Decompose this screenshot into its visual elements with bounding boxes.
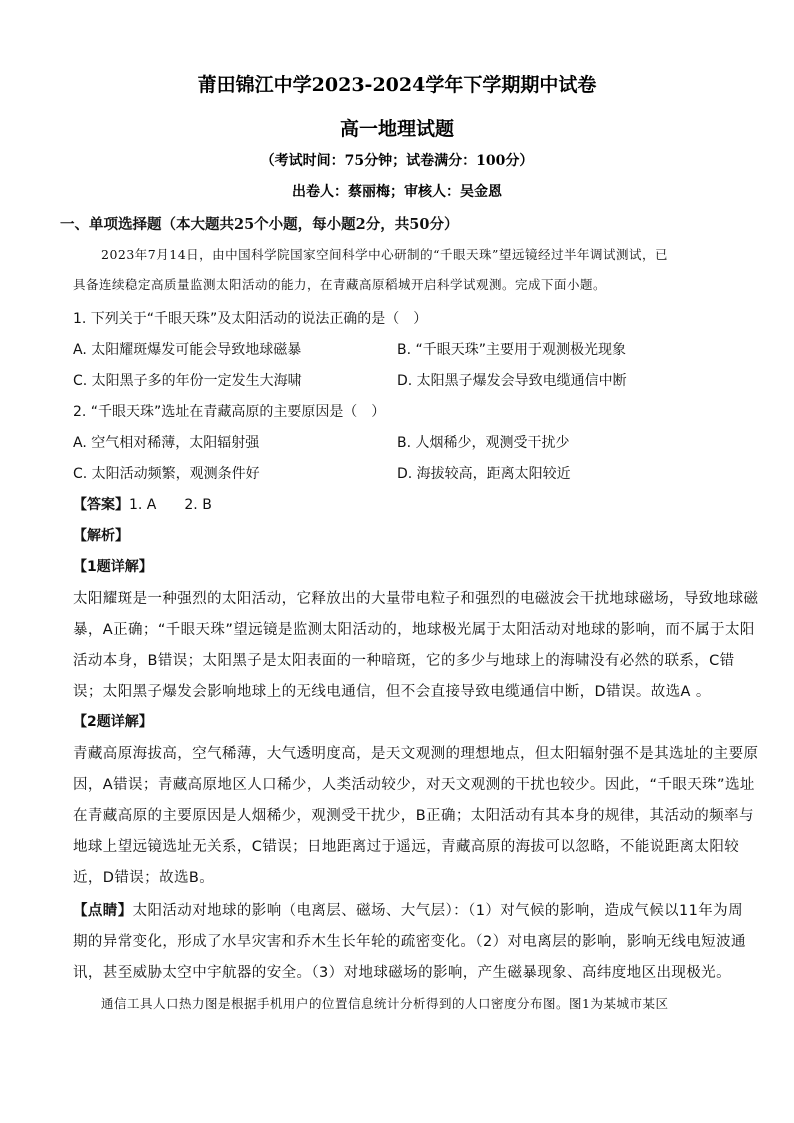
detail-1-label: 【1题详解】 xyxy=(73,559,153,575)
detail-2-line: 因，A错误；青藏高原地区人口稀少，人类活动较少，对天文观测的干扰也较少。因此，“千眼天珠”选址 xyxy=(73,777,755,793)
question-2-option-d[interactable]: D. 海拔较高，距离太阳较近 xyxy=(397,466,571,482)
detail-2-line: 青藏高原海拔高，空气稀薄，大气透明度高，是天文观测的理想地点，但太阳辐射强不是其选址的主要原 xyxy=(73,746,759,762)
exam-info: （考试时间：75分钟；试卷满分：100分） xyxy=(260,153,534,169)
passage-line-2: 具备连续稳定高质量监测太阳活动的能力，在青藏高原稻城开启科学试观测。完成下面小题。 xyxy=(73,277,607,292)
tip-line: 太阳活动对地球的影响（电离层、磁场、大气层）：（1）对气候的影响，造成气候以11年为周 xyxy=(132,903,743,919)
detail-1-line: 暴，A正确；“千眼天珠”望远镜是监测太阳活动的，地球极光属于太阳活动对地球的影响，而不属于太阳 xyxy=(73,622,755,638)
exam-title: 莆田锦江中学2023-2024学年下学期期中试卷 xyxy=(197,74,597,96)
section-heading: 一、单项选择题（本大题共25个小题，每小题2分，共50分） xyxy=(60,216,459,233)
question-2-option-b[interactable]: B. 人烟稀少，观测受干扰少 xyxy=(397,435,570,451)
question-2-option-c[interactable]: C. 太阳活动频繁，观测条件好 xyxy=(73,466,260,482)
question-2-option-a[interactable]: A. 空气相对稀薄，太阳辐射强 xyxy=(73,435,260,451)
question-2-stem: 2. “千眼天珠”选址在青藏高原的主要原因是（ ） xyxy=(73,404,386,420)
exam-subtitle: 高一地理试题 xyxy=(339,118,454,140)
question-1-stem: 1. 下列关于“千眼天珠”及太阳活动的说法正确的是（ ） xyxy=(73,311,428,327)
tip-line: 期的异常变化，形成了水旱灾害和乔木生长年轮的疏密变化。（2）对电离层的影响，影响无线电短波通 xyxy=(73,934,746,950)
next-passage: 通信工具人口热力图是根据手机用户的位置信息统计分析得到的人口密度分布图。图1为某城市某区 xyxy=(101,996,669,1011)
exam-authors: 出卷人：蔡丽梅；审核人：吴金恩 xyxy=(292,184,502,200)
question-1-option-c[interactable]: C. 太阳黑子多的年份一定发生大海啸 xyxy=(73,373,302,389)
detail-1-line: 活动本身，B错误；太阳黑子是太阳表面的一种暗斑，它的多少与地球上的海啸没有必然的联系，C错 xyxy=(73,653,735,669)
answer-text: 1. A 2. B xyxy=(129,497,212,513)
answer-label: 【答案】 xyxy=(73,497,129,513)
detail-2-line: 地球上望远镜选址无关系，C错误；日地距离过于遥远，青藏高原的海拔可以忽略，不能说距离太阳较 xyxy=(73,839,740,855)
question-1-option-b[interactable]: B. “千眼天珠”主要用于观测极光现象 xyxy=(397,342,627,358)
tip-label: 【点睛】 xyxy=(73,903,133,919)
detail-1-line: 误；太阳黑子爆发会影响地球上的无线电通信，但不会直接导致电缆通信中断，D错误。故选A 。 xyxy=(73,684,711,700)
detail-2-line: 近，D错误；故选B。 xyxy=(73,870,215,886)
detail-1-line: 太阳耀斑是一种强烈的太阳活动，它释放出的大量带电粒子和强烈的电磁波会干扰地球磁场，导致地球磁 xyxy=(73,591,759,607)
passage-line-1: 2023年7月14日，由中国科学院国家空间科学中心研制的“千眼天珠”望远镜经过半年调试测试，已 xyxy=(101,247,668,262)
detail-2-line: 在青藏高原的主要原因是人烟稀少，观测受干扰少，B正确；太阳活动有其本身的规律，其活动的频率与 xyxy=(73,808,754,824)
tip-row xyxy=(73,899,743,920)
detail-2-label: 【2题详解】 xyxy=(73,714,153,730)
tip-line: 讯，甚至威胁太空中宇航器的安全。（3）对地球磁场的影响，产生磁暴现象、高纬度地区出现极光。 xyxy=(73,965,731,981)
answer-row xyxy=(73,494,212,514)
question-1-option-a[interactable]: A. 太阳耀斑爆发可能会导致地球磁暴 xyxy=(73,342,302,358)
question-1-option-d[interactable]: D. 太阳黑子爆发会导致电缆通信中断 xyxy=(397,373,627,389)
analysis-label: 【解析】 xyxy=(73,528,129,544)
